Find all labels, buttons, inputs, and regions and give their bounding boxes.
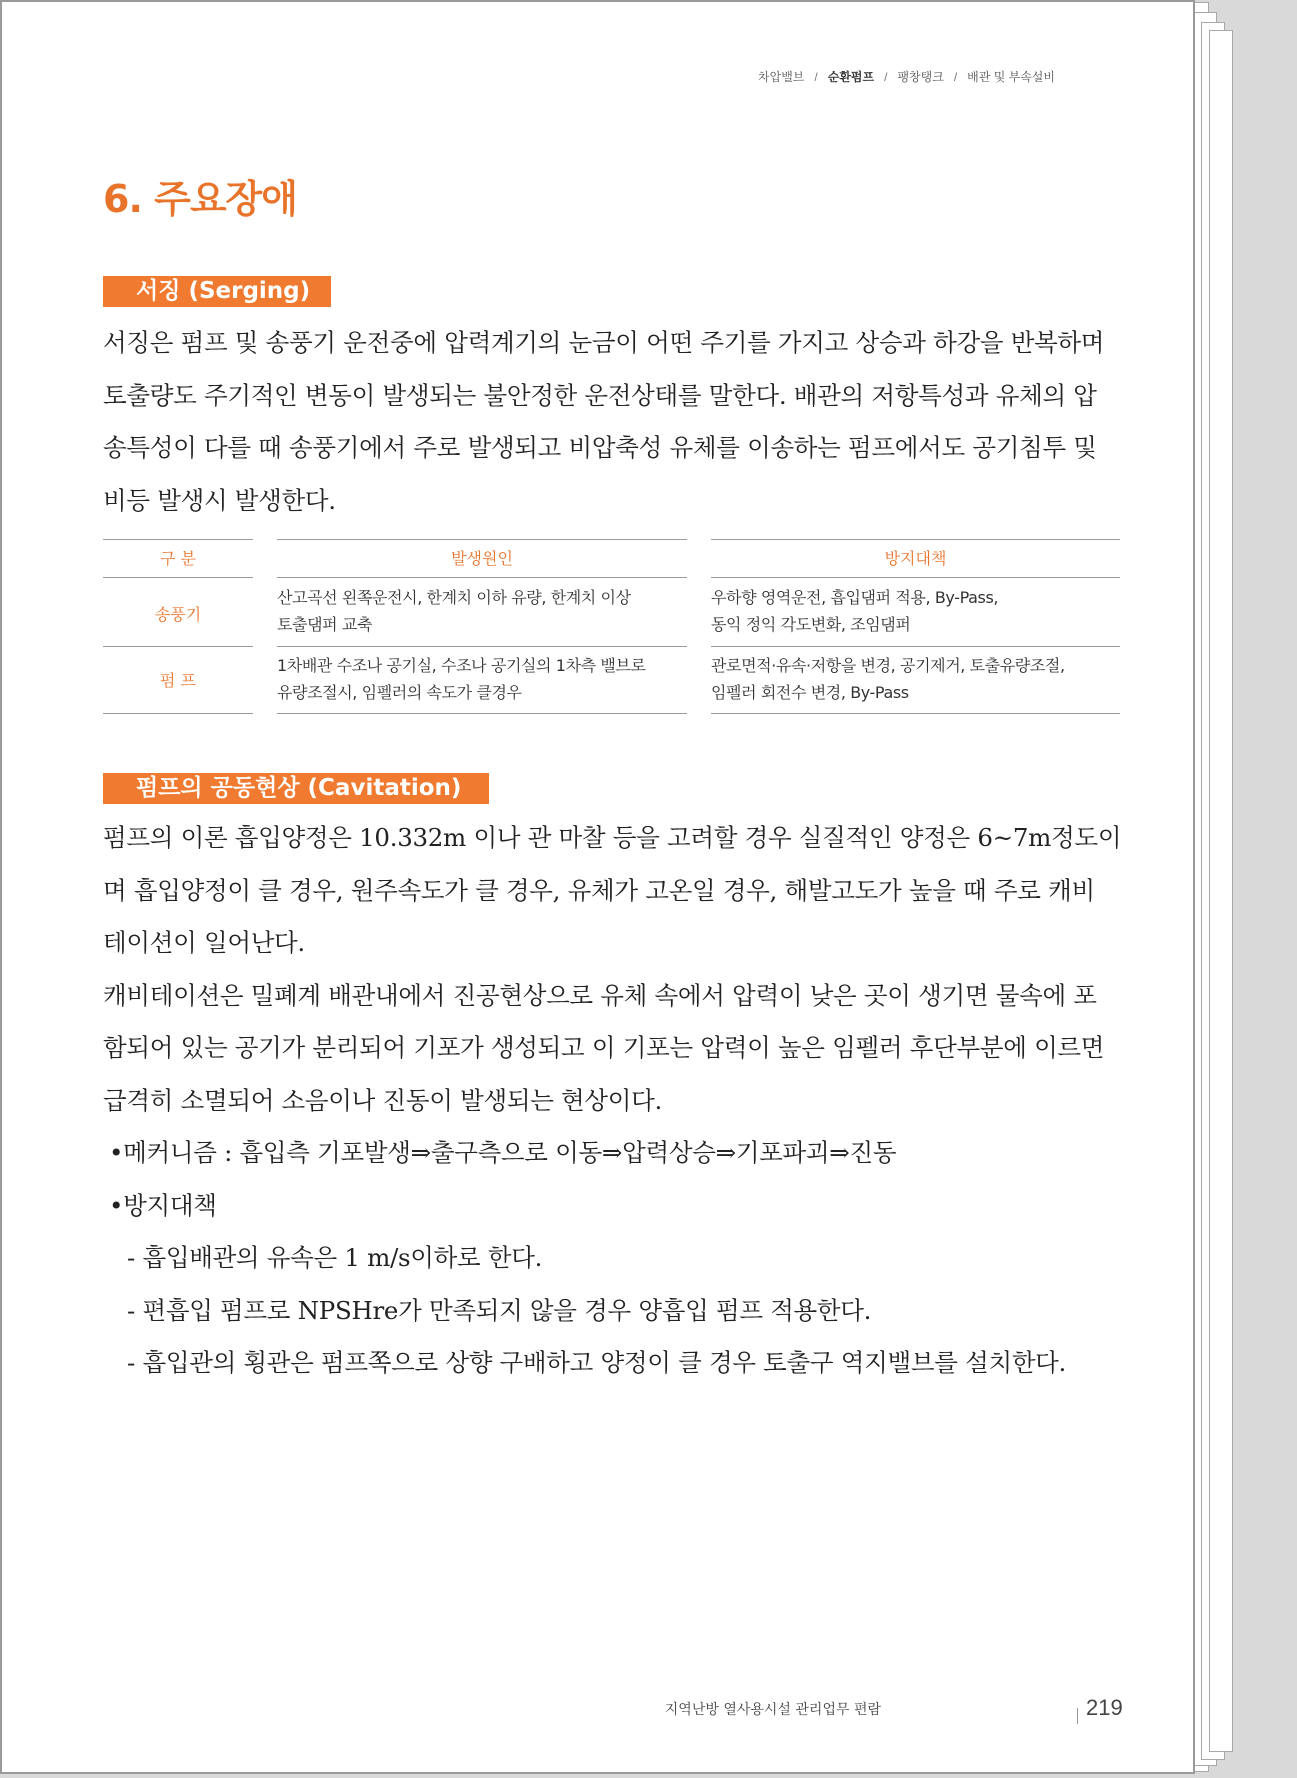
breadcrumb: 차압밸브 / 순환펌프 / 팽창탱크 / 배관 및 부속설비 bbox=[758, 70, 1055, 84]
table-column-category bbox=[103, 539, 253, 714]
table-cell bbox=[277, 652, 687, 706]
cell-line: 산고곡선 왼쪽운전시, 한계치 이하 유량, 한계치 이상 bbox=[277, 588, 631, 607]
text-line: 급격히 소멸되어 소음이나 진동이 발생되는 현상이다. bbox=[103, 1085, 662, 1115]
table-row-label: 송풍기 bbox=[154, 605, 202, 624]
text-line: 캐비테이션은 밀폐계 배관내에서 진공현상으로 유체 속에서 압력이 낮은 곳이 생기면 물속에 포 bbox=[103, 980, 1097, 1010]
page-number: 219 bbox=[1086, 1695, 1123, 1720]
table-header: 발생원인 bbox=[277, 540, 687, 578]
table-header: 방지대책 bbox=[711, 540, 1120, 578]
mechanism-line: •메커니즘 : 흡입측 기포발생⇒출구측으로 이동⇒압력상승⇒기포파괴⇒진동 bbox=[109, 1138, 897, 1167]
table-cell bbox=[711, 584, 1120, 638]
cell-line: 토출댐퍼 교축 bbox=[277, 615, 373, 634]
breadcrumb-item: 배관 및 부속설비 bbox=[967, 70, 1055, 84]
footer-book-title: 지역난방 열사용시설 관리업무 편람 bbox=[664, 1702, 881, 1718]
table-header: 구 분 bbox=[103, 540, 253, 578]
table-cell bbox=[711, 652, 1120, 706]
text-line: 송특성이 다를 때 송풍기에서 주로 발생되고 비압축성 유체를 이송하는 펌프에서도 공기침투 및 bbox=[103, 433, 1097, 462]
surging-heading: 서징 (Serging) bbox=[103, 276, 331, 307]
cavitation-paragraph bbox=[103, 812, 1120, 1390]
cell-line: 유량조절시, 임펠러의 속도가 클경우 bbox=[277, 683, 522, 702]
text-line: 비등 발생시 발생한다. bbox=[103, 485, 336, 515]
breadcrumb-item-current: 순환펌프 bbox=[827, 70, 875, 84]
prevention-item: - 흡입관의 횡관은 펌프쪽으로 상향 구배하고 양정이 클 경우 토출구 역지밸브를 설치한다. bbox=[127, 1348, 1067, 1377]
text-line: 테이션이 일어난다. bbox=[103, 928, 305, 957]
cell-line: 관로면적·유속·저항을 변경, 공기제거, 토출유량조절, bbox=[711, 656, 1065, 675]
text-line: 며 흡입양정이 클 경우, 원주속도가 클 경우, 유체가 고온일 경우, 해발고도가 높을 때 주로 캐비 bbox=[103, 875, 1095, 905]
text-line: 펌프의 이론 흡입양정은 10.332m 이나 관 마찰 등을 고려할 경우 실질적인 양정은 6~7m정도이 bbox=[103, 823, 1122, 852]
footer-divider bbox=[1077, 1708, 1078, 1724]
page-stack-edge bbox=[1185, 0, 1255, 1778]
cell-line: 동익 정익 각도변화, 조임댐퍼 bbox=[711, 615, 911, 634]
prevention-item: - 흡입배관의 유속은 1 m/s이하로 한다. bbox=[127, 1243, 543, 1272]
breadcrumb-item: 차압밸브 bbox=[758, 70, 805, 84]
cell-line: 1차배관 수조나 공기실, 수조나 공기실의 1차측 밸브로 bbox=[277, 656, 646, 675]
text-line: 토출량도 주기적인 변동이 발생되는 불안정한 운전상태를 말한다. 배관의 저항특성과 유체의 압 bbox=[103, 380, 1097, 410]
cell-line: 임펠러 회전수 변경, By-Pass bbox=[711, 683, 909, 702]
section-title: 6. 주요장애 bbox=[103, 177, 297, 221]
surging-paragraph bbox=[103, 317, 1120, 527]
cell-line: 우하향 영역운전, 흡입댐퍼 적용, By-Pass, bbox=[711, 588, 999, 607]
breadcrumb-item: 팽창탱크 bbox=[897, 70, 944, 84]
cavitation-heading: 펌프의 공동현상 (Cavitation) bbox=[103, 773, 489, 804]
table-column-cause bbox=[277, 539, 687, 714]
table-column-measure bbox=[711, 539, 1120, 714]
table-row-label: 펌 프 bbox=[160, 671, 196, 690]
prevention-title: •방지대책 bbox=[109, 1190, 217, 1220]
surging-table bbox=[103, 539, 1120, 714]
prevention-item: - 편흡입 펌프로 NPSHre가 만족되지 않을 경우 양흡입 펌프 적용한다. bbox=[127, 1295, 872, 1325]
text-line: 함되어 있는 공기가 분리되어 기포가 생성되고 이 기포는 압력이 높은 임펠러 후단부분에 이르면 bbox=[103, 1033, 1105, 1062]
text-line: 서징은 펌프 및 송풍기 운전중에 압력계기의 눈금이 어떤 주기를 가지고 상승과 하강을 반복하며 bbox=[103, 328, 1105, 357]
table-cell bbox=[277, 584, 687, 638]
